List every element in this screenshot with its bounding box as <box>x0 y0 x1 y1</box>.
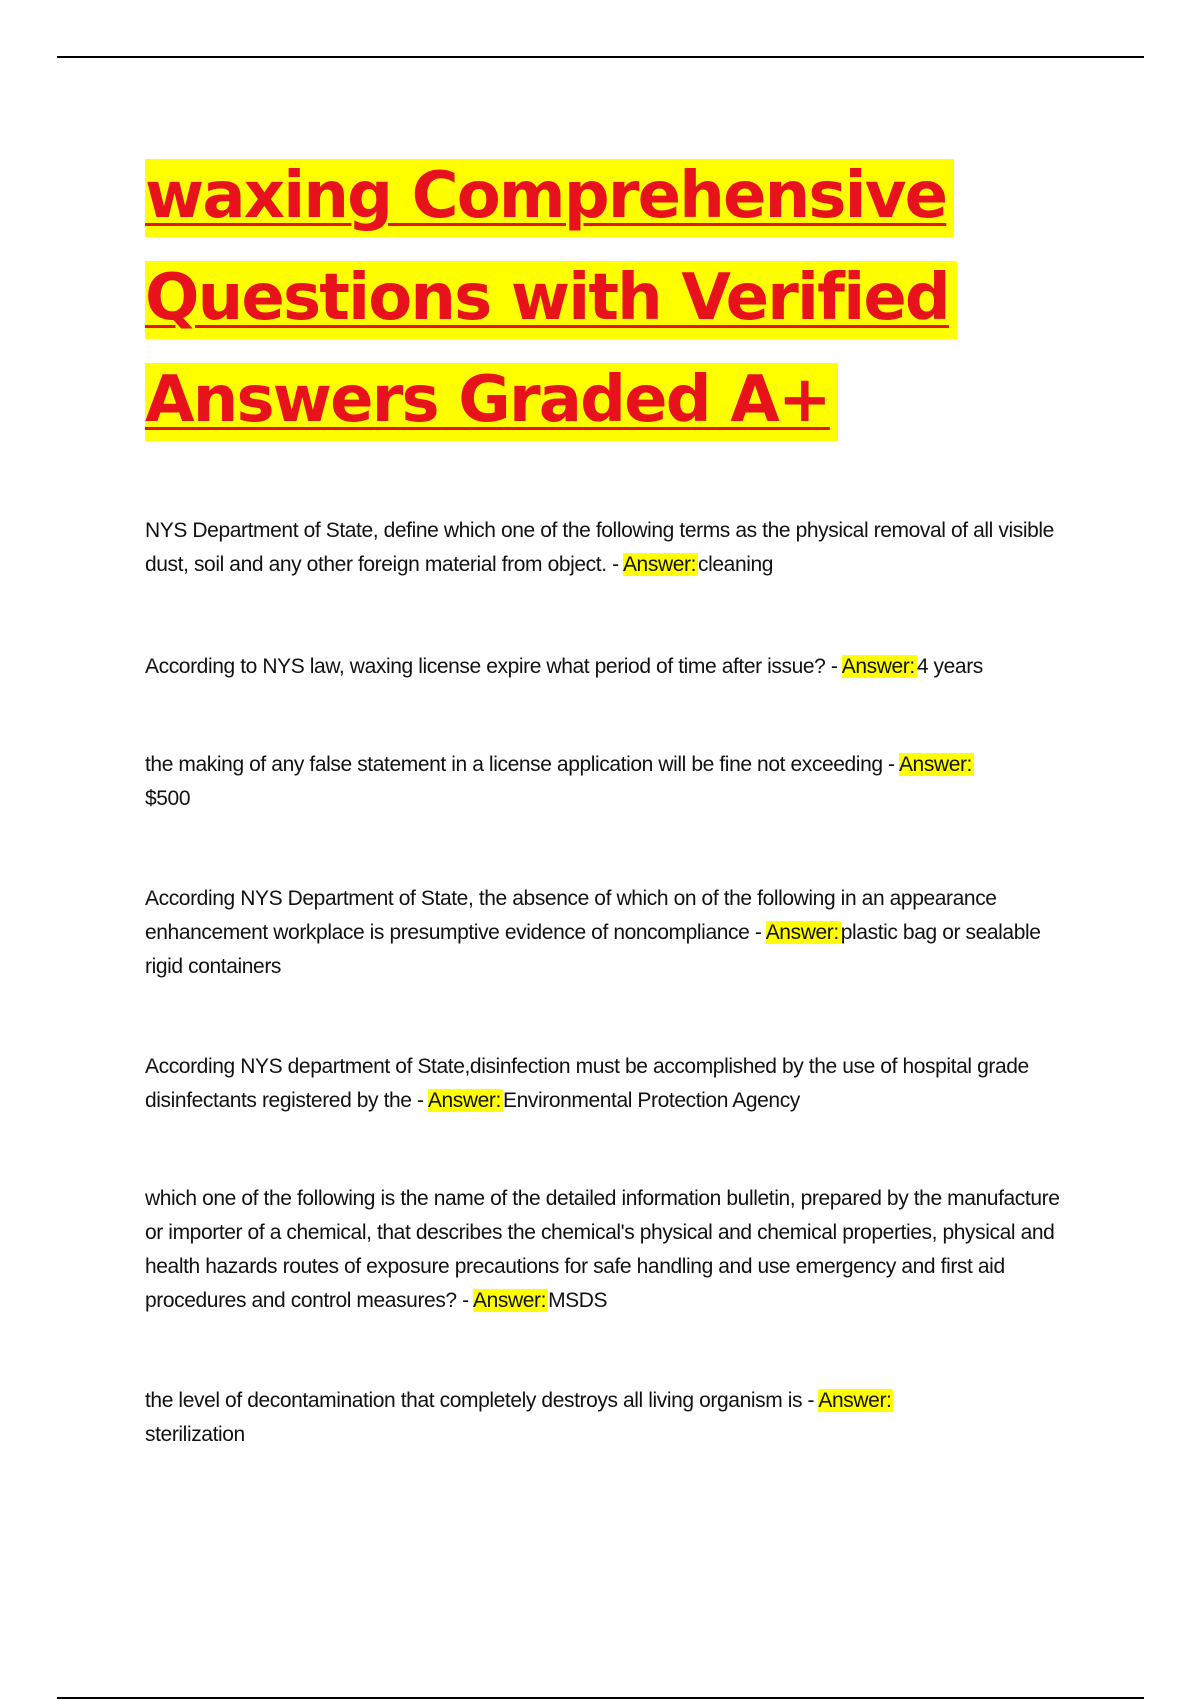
answer-text: 4 years <box>916 655 983 678</box>
title-line <box>145 247 1045 349</box>
document-title <box>145 145 1045 451</box>
qa-item <box>145 514 1080 582</box>
answer-label: Answer: <box>841 655 915 678</box>
question-text: the level of decontamination that completely destroys all living organism is - <box>145 1389 819 1412</box>
answer-text: sterilization <box>145 1423 245 1446</box>
title-text: Answers Graded A+ <box>145 363 838 441</box>
title-text: waxing Comprehensive <box>145 159 954 237</box>
bottom-rule <box>57 1697 1144 1699</box>
question-text: which one of the following is the name of the detailed information bulletin, prepared by the manufacture or importer of a chemical, that describes the chemical's physical and chemical properties, physical and health hazards routes of exposure precautions for safe handling and use emergency and first aid procedures and control measures? - <box>145 1187 1060 1312</box>
answer-label: Answer: <box>898 753 972 776</box>
qa-item <box>145 650 1080 684</box>
qa-item <box>145 748 1080 816</box>
question-text: the making of any false statement in a license application will be fine not exceeding - <box>145 753 899 776</box>
title-line <box>145 145 1045 247</box>
answer-text: plastic bag or sealable rigid containers <box>145 921 1041 978</box>
answer-text: $500 <box>145 787 191 810</box>
answer-label: Answer: <box>765 921 839 944</box>
question-text: According to NYS law, waxing license expire what period of time after issue? - <box>145 655 842 678</box>
answer-label: Answer: <box>622 553 697 576</box>
qa-item <box>145 1050 1080 1118</box>
answer-label: Answer: <box>818 1389 892 1412</box>
question-text: According NYS department of State,disinfection must be accomplished by the use of hospital grade disinfectants registered by the - <box>145 1055 1029 1112</box>
qa-item <box>145 1384 1080 1452</box>
answer-label: Answer: <box>427 1089 501 1112</box>
qa-item <box>145 1182 1080 1318</box>
title-line <box>145 349 1045 451</box>
answer-text: Environmental Protection Agency <box>502 1089 800 1112</box>
answer-text: MSDS <box>548 1289 608 1312</box>
answer-text: cleaning <box>698 553 774 576</box>
title-text: Questions with Verified <box>145 261 957 339</box>
top-rule <box>57 56 1144 58</box>
question-text: According NYS Department of State, the absence of which on of the following in an appearance enhancement workplace is presumptive evidence of noncompliance - <box>145 887 997 944</box>
qa-item <box>145 882 1080 984</box>
qa-list <box>145 514 1080 1452</box>
answer-label: Answer: <box>473 1289 547 1312</box>
question-text: NYS Department of State, define which one of the following terms as the physical removal of all visible dust, soil and any other foreign material from object. - <box>145 519 1054 576</box>
